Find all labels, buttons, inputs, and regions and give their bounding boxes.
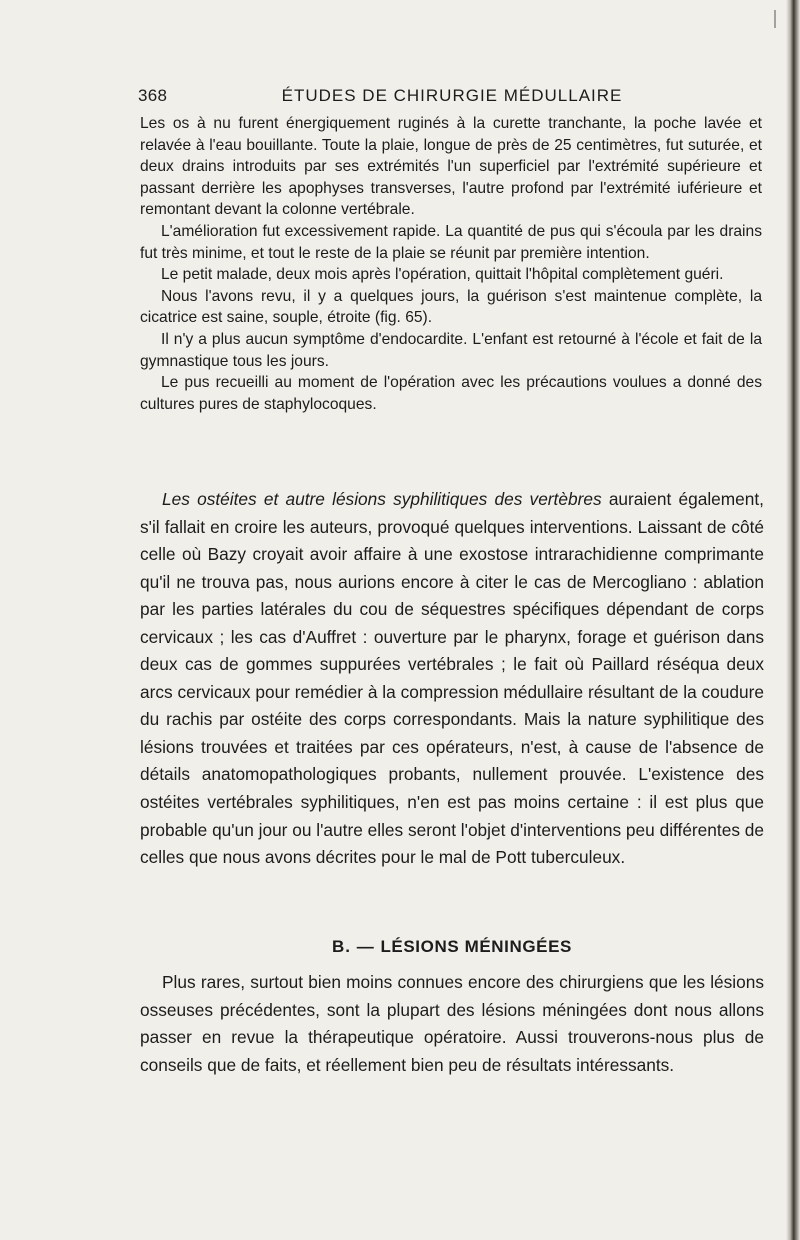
- paragraph: Il n'y a plus aucun symptôme d'endocardite. L'enfant est retourné à l'école et fait de la gymnastique tous les jours.: [140, 330, 762, 370]
- page-edge-mark: [774, 10, 776, 28]
- section-prefix: B. —: [331, 937, 381, 956]
- running-header: [138, 86, 766, 108]
- paragraph: Plus rares, surtout bien moins connues encore des chirurgiens que les lésions osseuses précédentes, sont la plupart des lésions méningées dont nous allons passer en revue la thérapeutique opératoire. Aussi trouverons-nous plus de conseils que de faits, et réellement bien peu de résultats intéressants.: [140, 972, 764, 1075]
- paragraph: Les os à nu furent énergiquement ruginés à la curette tranchante, la poche lavée et relavée à l'eau bouillante. Toute la plaie, longue de près de 25 centimètres, fut suturée, et deux drains introduits par ses extrémités l'un superficiel par l'extrémité supérieure et passant derrière les apophyses transverses, l'autre profond par l'extrémité iuférieure et remontant devant la colonne vertébrale.: [140, 115, 762, 219]
- syphilitic-lesions-text: [140, 486, 764, 872]
- paragraph-body: auraient également, s'il fallait en croire les auteurs, provoqué quelques interventions. Laissant de côté celle où Bazy croyait avoir affaire à une exostose intrarachidienne comprimante qu'il ne trouva pas, nous aurions encore à citer le cas de Mercogliano : ablation par les parties latérales du cou de séquestres spécifiques dépendant de corps cervicaux ; les cas d'Auffret : ouverture par le pharynx, forage et guérison dans deux cas de gommes suppurées vertébrales ; le fait où Paillard réséqua deux arcs cervicaux pour remédier à la compression médullaire résultant de la coudure du rachis par ostéite des corps correspondants. Mais la nature syphilitique des lésions trouvées et traitées par ces opérateurs, n'est, à cause de l'absence de détails anatomopathologiques probants, nullement prouvée. L'existence des ostéites vertébrales syphilitiques, n'en est pas moins certaine : il est plus que probable qu'un jour ou l'autre elles seront l'objet d'interventions peu différentes de celles que nous avons décrites pour le mal de Pott tuberculeux.: [140, 489, 764, 868]
- meningeal-lesions-text: [140, 969, 764, 1079]
- case-report-text: [140, 113, 762, 415]
- section-heading: [140, 937, 764, 957]
- paragraph: L'amélioration fut excessivement rapide. La quantité de pus qui s'écoula par les drains fut très minime, et tout le reste de la plaie se réunit par première intention.: [140, 222, 762, 262]
- paragraph: Le petit malade, deux mois après l'opération, quittait l'hôpital complètement guéri.: [161, 266, 724, 284]
- paragraph: Nous l'avons revu, il y a quelques jours, la guérison s'est maintenue complète, la cicatrice est saine, souple, étroite (fig. 65).: [140, 287, 762, 327]
- italic-lead: Les ostéites et autre lésions syphilitiques des vertèbres: [162, 489, 602, 509]
- paragraph: [140, 486, 764, 872]
- book-spine-shadow: [786, 0, 800, 1240]
- page-number: 368: [138, 86, 168, 105]
- running-title: ÉTUDES DE CHIRURGIE MÉDULLAIRE: [281, 86, 623, 105]
- paragraph: Le pus recueilli au moment de l'opération avec les précautions voulues a donné des cultures pures de staphylocoques.: [140, 374, 762, 413]
- section-title: LÉSIONS MÉNINGÉES: [380, 937, 573, 956]
